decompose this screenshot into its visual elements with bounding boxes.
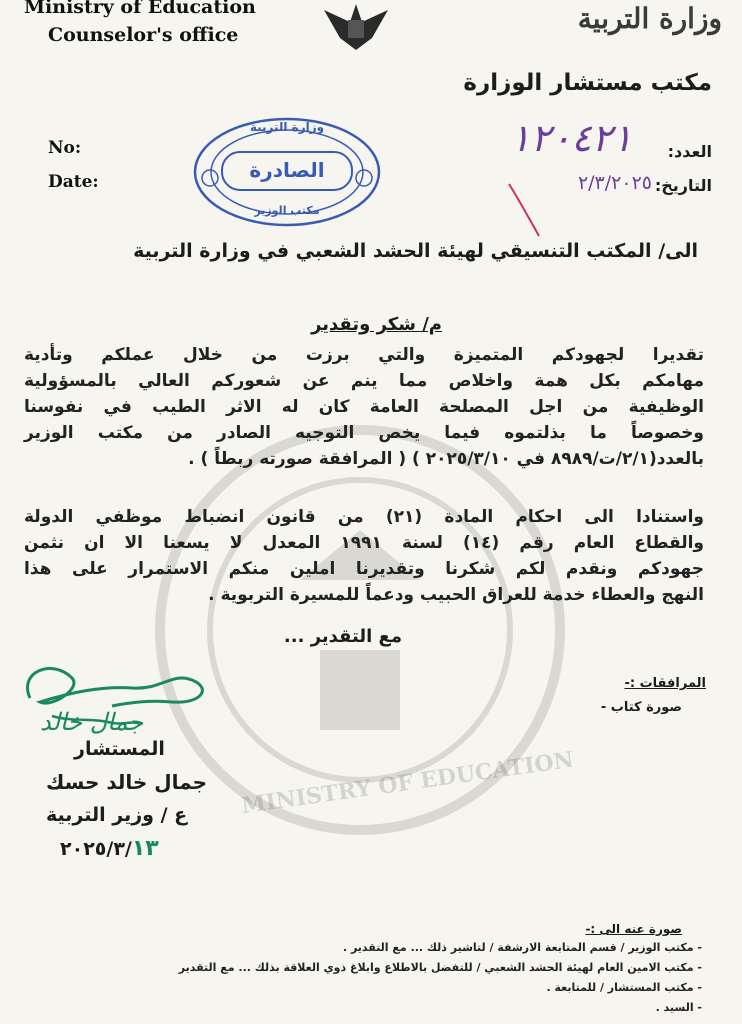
attachments-label: المرافقات :- [624,676,706,691]
date-handwritten: ٢/٣/٢٠٢٥ [577,172,652,194]
paragraph-2-line: والقطاع العام رقم (١٤) لسنة ١٩٩١ المعدل لا يسعنا الا ان نثمن [24,533,704,553]
closing-text: مع التقدير ... [283,626,402,647]
paragraph-2-line: جهودكم ونقدم لكم شكرنا وتقديرنا املين منكم الاستمرار على هذا [24,559,704,579]
subject-line: م/ شكر وتقدير [311,314,442,335]
issued-stamp [192,116,382,228]
signature-date-handwritten: ١٣ [131,836,159,861]
signer-title: المستشار [74,738,165,760]
copies-list [102,938,702,1018]
signer-name: جمال خالد حسك [46,770,207,794]
attachment-item [601,700,682,715]
paragraph-1 [24,342,704,472]
copy-item: - مكتب الامين العام لهيئة الحشد الشعبي / للتفضل بالاطلاع وابلاغ ذوي العلاقة بذلك ... مع التقدير [178,961,702,974]
signature-text: جمال خالد [40,708,144,736]
number-handwritten: ١٢٠٤٢١ [510,116,633,160]
paragraph-2-line: النهج والعطاء خدمة للعراق الحبيب ودعماً للمسيرة التربوية . [208,585,704,605]
copy-item: - السيد . [655,1001,702,1014]
stamp-bottom-text: مكتب الوزير [254,204,320,217]
office-ar-title: مكتب مستشار الوزارة [463,70,712,96]
paragraph-1-line: تقديرا لجهودكم المتميزة والتي برزت من خلال عملكم وتأدية [24,345,704,365]
signature-date [60,836,159,861]
watermark-text: MINISTRY OF EDUCATION [239,746,576,820]
signer-on-behalf: ع / وزير التربية [46,804,188,826]
signature-date-printed: ٢٠٢٥/٣/ [60,838,132,860]
paragraph-2 [24,504,704,608]
number-label-ar: العدد: [667,142,712,161]
stamp-top-text: وزارة التربية [249,120,325,134]
iraq-emblem-icon [320,0,392,52]
ministry-ar-logo: وزارة التربية [577,2,722,35]
date-label-ar: التاريخ: [654,176,712,195]
office-en-title: Counselor's office [48,24,239,46]
copy-item: - مكتب الوزير / قسم المتابعة الارشفة / لتاشير ذلك ... مع التقدير . [342,941,702,954]
copy-item: - مكتب المستشار / للمتابعة . [546,981,702,994]
stamp-center-text: الصادرة [249,158,325,182]
number-label-en: No: [48,138,82,158]
paragraph-1-line: وخصوصاً ما بذلتموه فيما يخص التوجيه الصادر من مكتب الوزير [24,423,704,443]
attachment-item-label: صورة كتاب [610,700,682,715]
red-pen-mark [505,180,545,240]
paragraph-1-line: بالعدد(٢/١/ت/٨٩٨٩ في ٢٠٢٥/٣/١٠ ) ( المرافقة صورته ربطاً ) . [188,449,704,469]
paragraph-1-line: مهامكم بكل همة واخلاص مما ينم عن شعوركم العالي بالمسؤولية [24,371,704,391]
copies-label: صورة عنه الى :- [585,922,682,936]
date-label-en: Date: [48,172,99,192]
paragraph-1-line: الوظيفية من اجل المصلحة العامة كان له الاثر الطيب في نفوسنا [24,397,704,417]
paragraph-2-line: واستنادا الى احكام المادة (٢١) من قانون انضباط موظفي الدولة [24,507,704,527]
bullet-dash: - [600,700,611,715]
recipient-line: الى/ المكتب التنسيقي لهيئة الحشد الشعبي في وزارة التربية [133,240,698,262]
ministry-en-title: Ministry of Education [24,0,256,18]
